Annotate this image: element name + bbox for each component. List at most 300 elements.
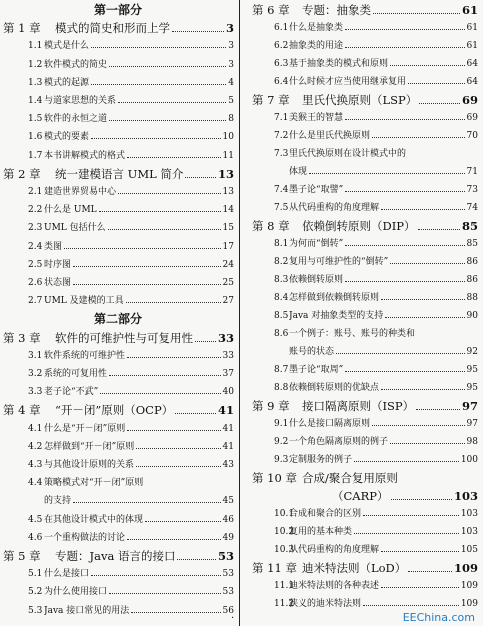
toc-chapter-entry[interactable] (244, 560, 480, 576)
toc-section-entry[interactable] (244, 236, 480, 249)
toc-title: 接口隔离原则（ISP） (302, 399, 415, 413)
toc-section-entry[interactable] (0, 275, 236, 288)
toc-number: 7.4 (274, 185, 289, 195)
toc-section-entry[interactable] (244, 452, 480, 465)
toc-page-number: 45 (222, 496, 234, 507)
toc-leader-dots (391, 499, 452, 500)
toc-title: 依赖倒转原则的优缺点 (289, 383, 380, 393)
toc-page-number: 5 (228, 96, 234, 106)
toc-leader-dots (381, 209, 465, 210)
toc-number: 第 5 章 (3, 549, 41, 563)
toc-page-number: 100 (460, 455, 478, 465)
toc-number: 9.3 (274, 455, 289, 465)
toc-leader-dots (345, 245, 464, 246)
toc-title: 合成/聚合复用原则 (302, 471, 398, 485)
toc-page-number: 86 (466, 275, 478, 285)
toc-number: 6.4 (274, 77, 289, 87)
toc-page-number: 61 (466, 41, 478, 51)
watermark: EEChina.com (402, 611, 475, 624)
toc-leader-dots (390, 65, 465, 66)
toc-number: 11.1 (274, 581, 295, 591)
toc-leader-dots (100, 393, 220, 394)
toc-section-entry[interactable] (0, 530, 236, 543)
toc-leader-dots (345, 119, 465, 120)
toc-leader-dots (354, 461, 459, 462)
toc-title: 合成和聚合的区别 (289, 509, 362, 519)
toc-section-entry[interactable] (0, 239, 236, 252)
toc-title: “开－闭”原则（OCP） (55, 403, 174, 418)
toc-section-entry[interactable] (244, 308, 480, 321)
toc-section-entry[interactable] (0, 421, 236, 434)
toc-section-entry[interactable] (0, 111, 236, 124)
toc-section-entry[interactable] (244, 56, 480, 69)
toc-leader-dots (175, 413, 216, 414)
toc-title: 类图 (44, 241, 63, 252)
toc-page-number: 85 (461, 219, 478, 233)
toc-leader-dots (177, 559, 216, 560)
toc-leader-dots (91, 84, 226, 85)
toc-number: 第 1 章 (3, 21, 41, 36)
toc-leader-dots (363, 515, 459, 516)
toc-leader-dots (127, 430, 220, 431)
toc-number: 8.2 (274, 257, 289, 267)
toc-page-number: 103 (460, 509, 478, 519)
toc-number: 第 7 章 (252, 93, 290, 107)
toc-leader-dots (73, 502, 221, 503)
toc-number: 4.2 (28, 441, 43, 452)
toc-section-entry[interactable] (244, 380, 480, 393)
toc-leader-dots (390, 263, 464, 264)
toc-number: 8.5 (274, 311, 289, 321)
toc-title: 什么是接口隔离原则 (289, 419, 371, 429)
toc-section-entry[interactable] (0, 148, 236, 161)
toc-leader-dots (185, 177, 216, 178)
toc-leader-dots (145, 521, 221, 522)
toc-title: 墨子论“取譬” (289, 185, 344, 195)
toc-page-number: 11 (222, 150, 234, 161)
toc-chapter-entry[interactable] (0, 548, 236, 564)
toc-number: 第 3 章 (3, 330, 41, 345)
toc-number: 4.5 (28, 514, 43, 525)
toc-number: 1.2 (28, 59, 43, 70)
toc-leader-dots (73, 266, 221, 267)
toc-chapter-entry[interactable] (0, 166, 236, 182)
toc-title: 什么是接口 (44, 569, 90, 580)
toc-number: 8.4 (274, 293, 289, 303)
toc-page-number: 97 (461, 399, 478, 413)
toc-section-entry[interactable] (0, 384, 236, 397)
toc-title: 与道家思想的关系 (44, 96, 117, 106)
toc-number: 1.1 (28, 41, 43, 52)
toc-leader-dots (345, 371, 464, 372)
toc-section-entry[interactable] (244, 74, 480, 87)
toc-title: 策略模式对“开－闭”原则 (44, 478, 144, 489)
toc-section-entry[interactable] (0, 348, 236, 361)
toc-number: 10.3 (274, 545, 295, 555)
toc-section-entry[interactable] (244, 38, 480, 51)
toc-chapter-entry[interactable] (0, 402, 236, 418)
toc-section-entry[interactable] (244, 182, 480, 195)
toc-section-entry[interactable] (0, 493, 236, 506)
toc-title: 什么是抽象类 (289, 23, 344, 33)
toc-number: 1.5 (28, 114, 43, 125)
toc-section-entry[interactable] (244, 290, 480, 303)
toc-chapter-entry[interactable] (244, 2, 480, 18)
toc-section-entry[interactable] (244, 200, 480, 213)
toc-number: 7.2 (274, 131, 289, 141)
toc-page-number: 49 (222, 532, 234, 543)
toc-chapter-entry[interactable] (0, 330, 236, 346)
toc-leader-dots (416, 409, 460, 410)
part-heading: 第二部分 (93, 312, 142, 327)
toc-section-entry[interactable] (244, 596, 480, 609)
toc-section-entry[interactable] (0, 366, 236, 379)
toc-title: 一个角色隔离原则的例子 (289, 437, 389, 447)
toc-leader-dots (127, 539, 221, 540)
toc-page-number: 41 (217, 403, 234, 418)
toc-page-number: 56 (222, 605, 234, 616)
toc-section-entry[interactable] (244, 344, 480, 357)
toc-title: 与其他设计原则的关系 (44, 460, 135, 470)
toc-section-entry[interactable] (244, 434, 480, 447)
column-divider (239, 0, 240, 626)
toc-leader-dots (195, 341, 216, 342)
toc-page-number: 53 (217, 549, 234, 563)
toc-page-number: 53 (222, 587, 234, 598)
toc-number: 10.2 (274, 527, 295, 537)
toc-number: 3.3 (28, 387, 43, 398)
toc-title: Java 对抽象类型的支持 (289, 311, 384, 321)
toc-title: 迪米特法则（LoD） (302, 561, 407, 575)
toc-page-number: 88 (466, 293, 478, 303)
toc-number: 5.1 (28, 569, 43, 580)
toc-page-number: 92 (466, 347, 478, 357)
toc-page-number: 70 (466, 131, 478, 141)
toc-section-entry[interactable] (0, 584, 236, 597)
toc-number: 第 4 章 (3, 403, 41, 418)
toc-number: 8.6 (274, 329, 289, 339)
toc-leader-dots (109, 66, 226, 67)
toc-title: 里氏代换原则（LSP） (302, 93, 418, 107)
toc-title: 美猴王的智慧 (289, 113, 344, 123)
toc-number: 10.1 (274, 509, 295, 519)
toc-page-number: 109 (460, 599, 478, 609)
toc-page-number: 33 (222, 350, 234, 361)
toc-page-number: 41 (222, 441, 234, 452)
toc-page-number: 46 (222, 514, 234, 525)
toc-number: 8.7 (274, 365, 289, 375)
toc-title: 定制服务的例子 (289, 455, 353, 465)
toc-title: （CARP） (332, 489, 389, 503)
toc-leader-dots (126, 302, 221, 303)
toc-number: 2.6 (28, 278, 43, 288)
toc-page-number: 3 (228, 41, 234, 52)
toc-section-entry[interactable] (0, 75, 236, 88)
toc-section-entry[interactable] (0, 439, 236, 452)
toc-number: 3.1 (28, 350, 43, 361)
toc-title: 从代码重构的角度理解 (289, 545, 380, 555)
toc-title: 什么是“开－闭”原则 (44, 423, 126, 434)
toc-leader-dots (136, 448, 220, 449)
toc-number: 2.3 (28, 223, 43, 234)
toc-leader-dots (372, 425, 465, 426)
toc-page-number: 69 (466, 113, 478, 123)
toc-number: 2.4 (28, 241, 43, 252)
toc-title: 为什么使用接口 (44, 587, 108, 598)
toc-page-number: 85 (466, 239, 478, 249)
toc-section-entry[interactable] (244, 146, 480, 159)
toc-title: UML 及建模的工具 (44, 296, 124, 307)
toc-leader-dots (408, 571, 452, 572)
toc-page-number: 64 (466, 77, 478, 87)
toc-page-number: 43 (222, 460, 234, 470)
toc-title: 迪米特法则的各种表述 (289, 581, 380, 591)
toc-leader-dots (354, 533, 459, 534)
toc-page-number: 86 (466, 257, 478, 267)
toc-section-entry[interactable] (244, 254, 480, 267)
toc-title: 模式的要素 (44, 132, 90, 143)
toc-leader-dots (91, 47, 226, 48)
toc-page-number: 71 (466, 167, 478, 177)
toc-section-entry[interactable] (244, 128, 480, 141)
toc-title: 软件系统的可维护性 (44, 350, 126, 361)
toc-title: 本书讲解模式的格式 (44, 150, 126, 161)
toc-number: 4.3 (28, 460, 43, 470)
toc-chapter-entry[interactable] (0, 20, 236, 36)
toc-leader-dots (381, 389, 465, 390)
toc-title: 统一建模语言 UML 简介 (55, 166, 184, 181)
toc-title: 体现 (289, 167, 308, 177)
toc-title: 模式是什么 (44, 41, 90, 52)
toc-title: 在其他设计模式中的体现 (44, 514, 144, 525)
toc-page-number: 17 (222, 241, 234, 252)
toc-title: 怎样做到依赖倒转原则 (289, 293, 380, 303)
toc-page-number: 10 (222, 132, 234, 143)
toc-number: 7.3 (274, 149, 289, 159)
toc-section-entry[interactable] (0, 202, 236, 215)
toc-title: 复用与可维护性的“倒转” (289, 257, 389, 267)
part-heading: 第一部分 (93, 3, 142, 17)
toc-title: 软件的永恒之道 (44, 114, 108, 125)
toc-leader-dots (385, 317, 464, 318)
toc-leader-dots (108, 229, 221, 230)
toc-section-entry[interactable] (0, 512, 236, 525)
toc-chapter-entry[interactable] (244, 398, 480, 414)
toc-title: 基于抽象类的模式和原则 (289, 59, 389, 69)
toc-section-entry[interactable] (244, 416, 480, 429)
toc-leader-dots (131, 612, 220, 613)
toc-number: 6.1 (274, 23, 289, 33)
toc-number: 第 10 章 (252, 471, 297, 485)
toc-title: 模式的简史和形而上学 (55, 21, 170, 36)
toc-chapter-entry[interactable] (244, 488, 480, 504)
toc-number: 1.3 (28, 77, 43, 88)
toc-title: 怎样做到“开－闭”原则 (44, 441, 135, 452)
toc-leader-dots (372, 137, 465, 138)
toc-section-entry[interactable] (0, 257, 236, 270)
toc-leader-dots (345, 47, 465, 48)
toc-title: 一个重构做法的讨论 (44, 532, 126, 543)
toc-leader-dots (109, 593, 221, 594)
toc-leader-dots (390, 443, 465, 444)
toc-leader-dots (336, 353, 465, 354)
toc-chapter-entry[interactable] (244, 470, 480, 486)
toc-number: 5.3 (28, 605, 43, 616)
toc-leader-dots (373, 13, 460, 14)
toc-section-entry[interactable] (0, 220, 236, 233)
toc-leader-dots (309, 173, 465, 174)
toc-leader-dots (109, 120, 226, 121)
toc-title: Java 接口常见的用法 (44, 605, 130, 616)
toc-page-number: 64 (466, 59, 478, 69)
toc-leader-dots (118, 102, 226, 103)
toc-title: 专题：抽象类 (302, 3, 371, 17)
toc-leader-dots (363, 605, 459, 606)
toc-leader-dots (127, 157, 221, 158)
toc-page-number: 25 (222, 278, 234, 288)
toc-title: 什么是 UML (44, 205, 97, 216)
toc-chapter-entry[interactable] (244, 92, 480, 108)
toc-page-number: 95 (466, 365, 478, 375)
toc-leader-dots (381, 587, 459, 588)
toc-number: 2.2 (28, 205, 43, 216)
toc-title: 狭义的迪米特法则 (289, 599, 362, 609)
toc-section-entry[interactable] (0, 566, 236, 579)
page-marker: · (231, 613, 235, 624)
toc-leader-dots (136, 466, 221, 467)
toc-number: 9.2 (274, 437, 289, 447)
toc-page-number: 103 (460, 527, 478, 537)
toc-section-entry[interactable] (244, 272, 480, 285)
toc-section-entry[interactable] (0, 293, 236, 306)
toc-section-entry[interactable] (0, 457, 236, 470)
toc-page-number: 41 (222, 423, 234, 434)
toc-page-number: 13 (222, 187, 234, 197)
toc-page-number: 27 (222, 296, 234, 307)
toc-number: 4.4 (28, 478, 43, 489)
toc-number: 2.1 (28, 187, 43, 197)
toc-title: 复用的基本种类 (289, 527, 353, 537)
toc-page-number: 109 (460, 581, 478, 591)
toc-leader-dots (345, 191, 464, 192)
toc-number: 9.1 (274, 419, 289, 429)
toc-number: 6.3 (274, 59, 289, 69)
toc-leader-dots (172, 31, 224, 32)
toc-number: 6.2 (274, 41, 289, 51)
toc-section-entry[interactable] (0, 184, 236, 197)
toc-title: 系统的可复用性 (44, 369, 108, 379)
toc-leader-dots (381, 551, 459, 552)
toc-number: 4.6 (28, 532, 43, 543)
toc-leader-dots (91, 138, 221, 139)
toc-number: 第 11 章 (252, 561, 297, 575)
toc-section-entry[interactable] (244, 542, 480, 555)
toc-number: 3.2 (28, 369, 43, 379)
toc-section-entry[interactable] (244, 326, 480, 339)
toc-number: 7.1 (274, 113, 289, 123)
toc-leader-dots (418, 229, 460, 230)
toc-section-entry[interactable] (0, 129, 236, 142)
toc-section-entry[interactable] (0, 475, 236, 488)
toc-page-number: 74 (466, 203, 478, 213)
toc-leader-dots (408, 83, 465, 84)
toc-page-number: 14 (222, 205, 234, 216)
toc-leader-dots (99, 211, 221, 212)
toc-title: 为何而“倒转” (289, 239, 344, 249)
toc-section-entry[interactable] (244, 524, 480, 537)
toc-leader-dots (345, 29, 465, 30)
toc-title: 抽象类的用途 (289, 41, 344, 51)
toc-section-entry[interactable] (244, 362, 480, 375)
toc-section-entry[interactable] (244, 164, 480, 177)
toc-number: 4.1 (28, 423, 43, 434)
toc-number: 2.7 (28, 296, 43, 307)
toc-title: 专题：Java 语言的接口 (55, 549, 176, 563)
toc-section-entry[interactable] (244, 506, 480, 519)
toc-title: 依赖倒转原则 (289, 275, 344, 285)
toc-title: 模式的起源 (44, 77, 90, 88)
toc-title: 时序图 (44, 259, 72, 270)
toc-number: 1.7 (28, 150, 43, 161)
toc-title: 依赖倒转原则（DIP） (302, 219, 416, 233)
toc-page-number: 13 (217, 166, 234, 181)
toc-title: 什么是里氏代换原则 (289, 131, 371, 141)
toc-title: 建造世界贸易中心 (44, 187, 117, 197)
toc-title: 老子论“不武” (44, 387, 99, 398)
toc-number: 8.1 (274, 239, 289, 249)
toc-title: 状态图 (44, 278, 72, 288)
toc-number: 第 8 章 (252, 219, 290, 233)
toc-leader-dots (381, 299, 465, 300)
toc-page-number: 98 (466, 437, 478, 447)
toc-page-number: 73 (466, 185, 478, 195)
toc-section-entry[interactable] (0, 57, 236, 70)
toc-page-number: 97 (466, 419, 478, 429)
toc-leader-dots (109, 375, 221, 376)
toc-title: 墨子论“取周” (289, 365, 344, 375)
toc-page-number: 61 (461, 3, 478, 17)
toc-number: 8.8 (274, 383, 289, 393)
toc-leader-dots (345, 281, 465, 282)
toc-section-entry[interactable] (0, 38, 236, 51)
toc-leader-dots (127, 357, 221, 358)
toc-number: 2.5 (28, 259, 43, 270)
toc-section-entry[interactable] (244, 578, 480, 591)
toc-page-number: 40 (222, 387, 234, 398)
toc-title: 的支持 (44, 496, 72, 507)
toc-section-entry[interactable] (244, 20, 480, 33)
toc-section-entry[interactable] (0, 603, 236, 616)
toc-section-entry[interactable] (0, 93, 236, 106)
toc-title: 软件模式的简史 (44, 59, 108, 70)
toc-page-number: 103 (453, 489, 478, 503)
toc-page-number: 109 (453, 561, 478, 575)
toc-section-entry[interactable] (244, 110, 480, 123)
toc-leader-dots (419, 103, 460, 104)
toc-title: 从代码重构的角度理解 (289, 203, 380, 213)
toc-page-number: 24 (222, 259, 234, 270)
toc-page-number: 3 (225, 21, 234, 36)
toc-number: 1.4 (28, 96, 43, 106)
toc-chapter-entry[interactable] (244, 218, 480, 234)
toc-page-number: 90 (466, 311, 478, 321)
toc-leader-dots (118, 193, 221, 194)
toc-title: UML 包括什么 (44, 223, 106, 234)
toc-title: 账号的状态 (289, 347, 335, 357)
toc-number: 第 2 章 (3, 166, 41, 181)
toc-page-number: 105 (460, 545, 478, 555)
toc-number: 1.6 (28, 132, 43, 143)
